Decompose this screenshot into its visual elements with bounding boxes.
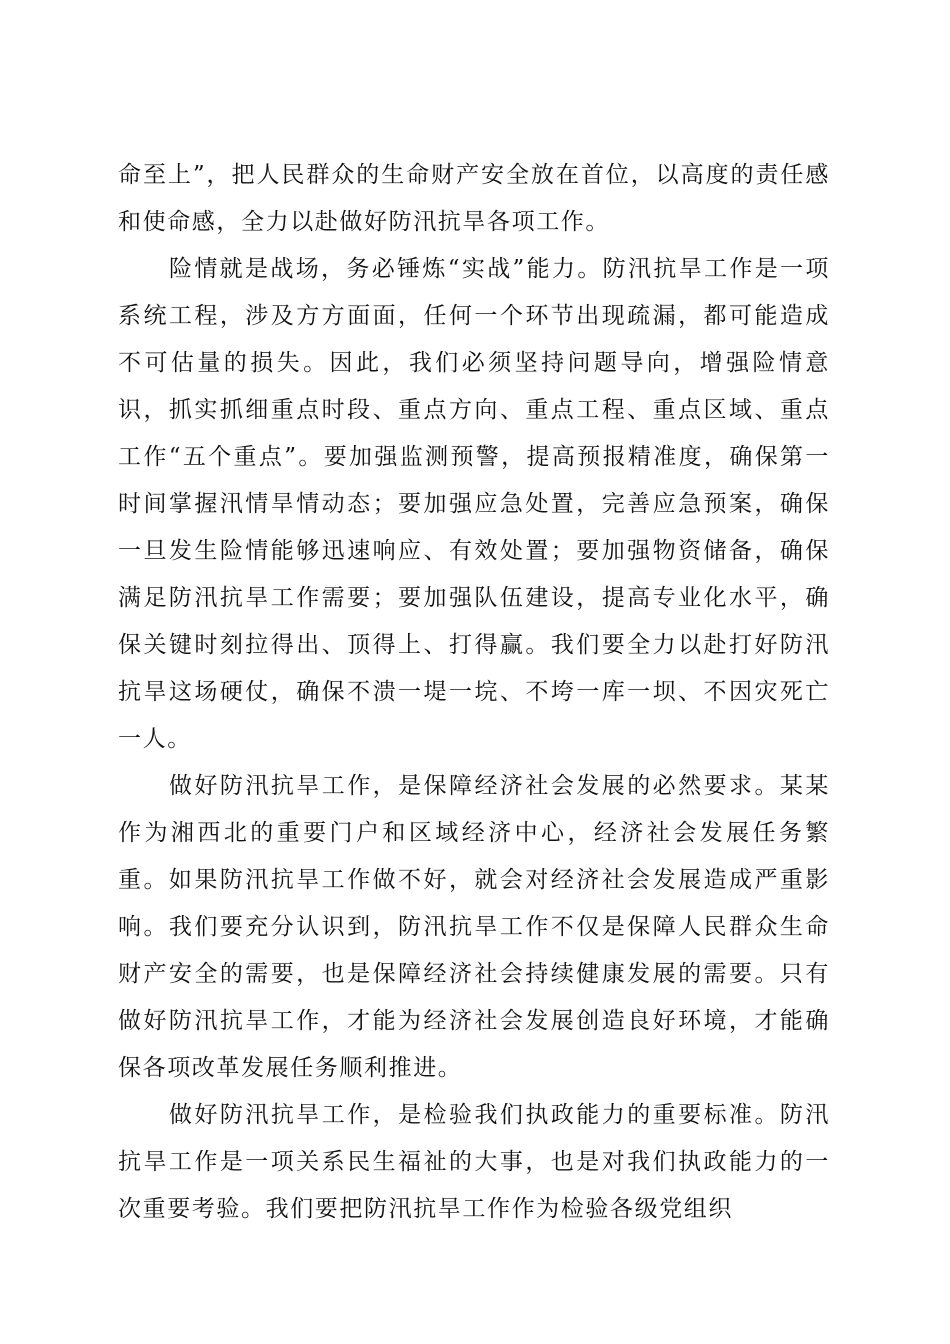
- paragraph-3: 做好防汛抗旱工作，是保障经济社会发展的必然要求。某某作为湘西北的重要门户和区域经济中心，经济社会发展任务繁重。如果防汛抗旱工作做不好，就会对经济社会发展造成严重影响。我们要充分认识到，防汛抗旱工作不仅是保障人民群众生命财产安全的需要，也是保障经济社会持续健康发展的需要。只有做好防汛抗旱工作，才能为经济社会发展创造良好环境，才能确保各项改革发展任务顺利推进。: [118, 773, 830, 1081]
- paragraph-2: 险情就是战场，务必锤炼“实战”能力。防汛抗旱工作是一项系统工程，涉及方方面面，任何一个环节出现疏漏，都可能造成不可估量的损失。因此，我们必须坚持问题导向，增强险情意识，抓实抓细重点时段、重点方向、重点工程、重点区域、重点工作“五个重点”。要加强监测预警，提高预报精准度，确保第一时间掌握汛情旱情动态；要加强应急处置，完善应急预案，确保一旦发生险情能够迅速响应、有效处置；要加强物资储备，确保满足防汛抗旱工作需要；要加强队伍建设，提高专业化水平，确保关键时刻拉得出、顶得上、打得赢。我们要全力以赴打好防汛抗旱这场硬仗，确保不溃一堤一垸、不垮一库一坝、不因灾死亡一人。: [118, 256, 830, 752]
- document-body: [118, 152, 830, 1233]
- paragraph-4: 做好防汛抗旱工作，是检验我们执政能力的重要标准。防汛抗旱工作是一项关系民生福祉的大事，也是对我们执政能力的一次重要考验。我们要把防汛抗旱工作作为检验各级党组织: [118, 1102, 830, 1222]
- paragraph-1: 命至上”，把人民群众的生命财产安全放在首位，以高度的责任感和使命感，全力以赴做好防汛抗旱各项工作。: [118, 162, 830, 235]
